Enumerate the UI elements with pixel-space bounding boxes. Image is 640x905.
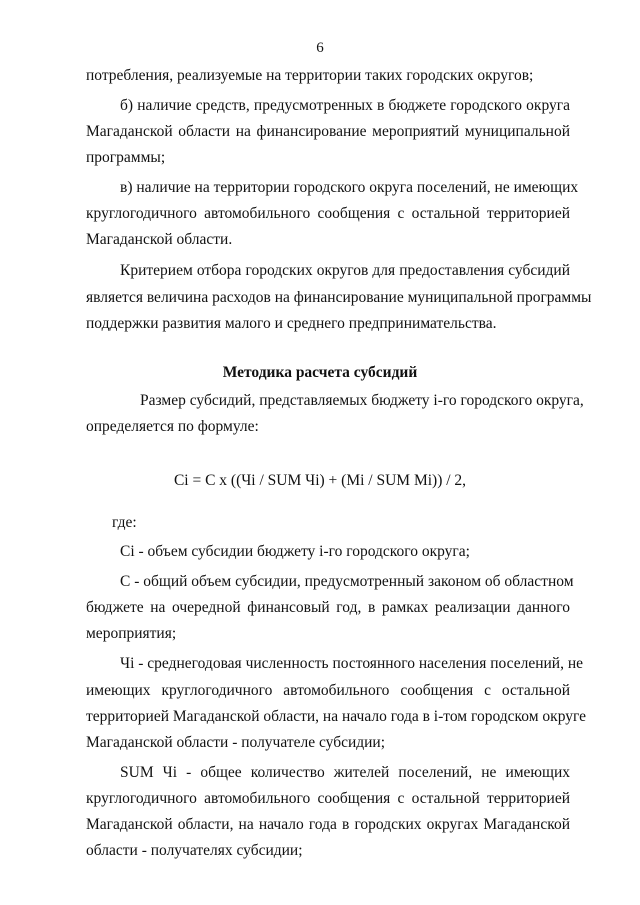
where-label: где: <box>112 514 137 531</box>
definition-line: Ci - объем субсидии бюджету i-го городского округа; <box>120 543 470 560</box>
section-heading: Методика расчета субсидий <box>222 364 418 381</box>
paragraph-line: в) наличие на территории городского округа поселений, не имеющих <box>120 179 579 196</box>
paragraph-line: круглогодичного автомобильного сообщения с остальной территорией <box>86 205 570 222</box>
paragraph-line: потребления, реализуемые на территории таких городских округов; <box>86 67 534 84</box>
definition-line: мероприятия; <box>86 625 177 642</box>
definition-line: области - получателях субсидии; <box>86 842 303 859</box>
definition-line: бюджете на очередной финансовый год, в рамках реализации данного <box>86 599 570 616</box>
definition-line: Чi - среднегодовая численность постоянного населения поселений, не <box>120 655 584 672</box>
definition-line: С - общий объем субсидии, предусмотренный законом об областном <box>120 573 574 590</box>
definition-line: имеющих круглогодичного автомобильного сообщения с остальной <box>86 682 570 699</box>
paragraph-line: б) наличие средств, предусмотренных в бюджете городского округа <box>120 97 570 114</box>
paragraph-line: является величина расходов на финансирование муниципальной программы <box>86 289 592 306</box>
paragraph-line: Магаданской области на финансирование мероприятий муниципальной <box>86 123 570 140</box>
definition-line: круглогодичного автомобильного сообщения с остальной территорией <box>86 790 570 807</box>
paragraph-line: поддержки развития малого и среднего предпринимательства. <box>86 315 497 332</box>
paragraph-line: определяется по формуле: <box>86 418 259 435</box>
paragraph-line: программы; <box>86 149 166 166</box>
definition-line: Магаданской области - получателе субсидии; <box>86 734 386 751</box>
definition-line: территорией Магаданской области, на начало года в i-том городском округе <box>86 708 587 725</box>
paragraph-line: Размер субсидий, представляемых бюджету i-го городского округа, <box>140 392 584 409</box>
definition-line: SUM Чi - общее количество жителей поселений, не имеющих <box>120 764 570 781</box>
page-number: 6 <box>316 40 324 56</box>
formula: Ci = C x ((Чi / SUM Чi) + (Mi / SUM Mi)) / 2, <box>173 472 467 489</box>
paragraph-line: Магаданской области. <box>86 231 233 248</box>
paragraph-line: Критерием отбора городских округов для предоставления субсидий <box>120 262 570 279</box>
definition-line: Магаданской области, на начало года в городских округах Магаданской <box>86 816 570 833</box>
